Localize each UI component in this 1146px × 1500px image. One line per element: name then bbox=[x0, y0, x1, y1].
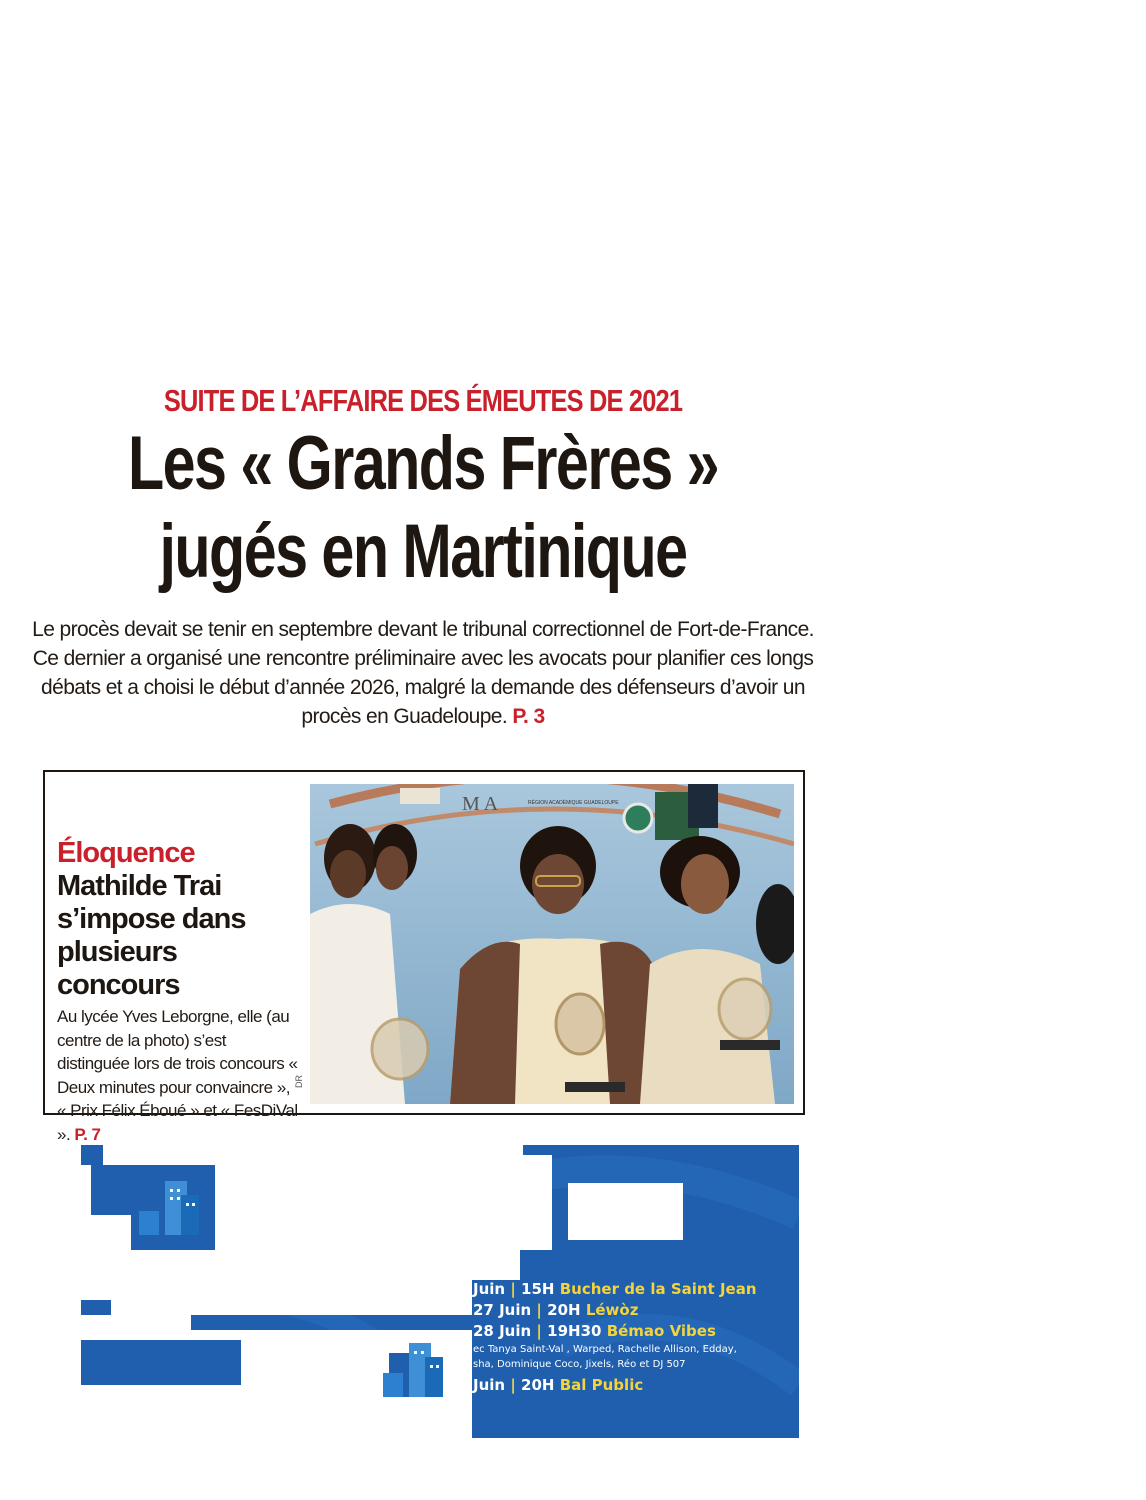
photo-sign-text: RÉGION ACADÉMIQUE GUADELOUPE bbox=[528, 800, 619, 806]
lede-page-ref[interactable]: P. 3 bbox=[512, 705, 545, 728]
schedule-row-1: Juin | 15H Bucher de la Saint Jean bbox=[473, 1280, 757, 1298]
lede-text: Le procès devait se tenir en septembre devant le tribunal correctionnel de Fort-de-France. Ce dernier a organisé une rencontre préliminaire avec les avocats pour planifier ces longs débats et a choisi le début d’année 2026, malgré la demande des défenseurs d’avoir un procès en Guadeloupe. bbox=[32, 618, 814, 728]
row-date: Juin bbox=[473, 1280, 506, 1298]
schedule-row-4: Juin | 20H Bal Public bbox=[473, 1376, 644, 1394]
teaser-title-accent: Éloquence bbox=[57, 837, 195, 869]
teaser-title bbox=[57, 837, 302, 1002]
kicker: SUITE DE L’AFFAIRE DES ÉMEUTES DE 2021 bbox=[163, 383, 683, 418]
row-time: 15H bbox=[521, 1280, 555, 1298]
teaser-body bbox=[57, 1005, 302, 1146]
row-time: 20H bbox=[521, 1376, 555, 1394]
guests-line-2: sha, Dominique Coco, Jixels, Réo et DJ 507 bbox=[473, 1359, 686, 1370]
svg-text:M A: M A bbox=[462, 793, 499, 815]
row-event: Léwòz bbox=[585, 1301, 639, 1319]
row-date: 28 Juin bbox=[473, 1322, 532, 1340]
event-schedule bbox=[473, 1279, 793, 1396]
headline-line-1: Les « Grands Frères » bbox=[127, 421, 718, 506]
teaser-photo[interactable] bbox=[310, 784, 794, 1104]
row-time: 19H30 bbox=[547, 1322, 602, 1340]
row-event: Bémao Vibes bbox=[606, 1322, 716, 1340]
schedule-row-3: 28 Juin | 19H30 Bémao Vibes bbox=[473, 1322, 716, 1340]
teaser-page-ref[interactable]: P. 7 bbox=[74, 1124, 101, 1144]
building-icon-2 bbox=[381, 1333, 451, 1399]
building-icon bbox=[137, 1171, 207, 1237]
lede bbox=[30, 615, 816, 731]
teaser-photo-illustration bbox=[310, 784, 794, 1104]
headline[interactable] bbox=[93, 420, 753, 596]
teaser-text bbox=[57, 837, 302, 1146]
photo-credit: DR bbox=[294, 1075, 304, 1088]
teaser-body-text: Au lycée Yves Leborgne, elle (au centre de la photo) s’est distinguée lors de trois concours « Deux minutes pour convaincre », « Prix Félix Éboué » et « FesDiVal ». bbox=[57, 1007, 298, 1144]
row-event: Bucher de la Saint Jean bbox=[559, 1280, 757, 1298]
event-advertisement[interactable] bbox=[81, 1145, 799, 1438]
teaser-box[interactable] bbox=[43, 770, 805, 1144]
row-event: Bal Public bbox=[559, 1376, 644, 1394]
row-date: Juin bbox=[473, 1376, 506, 1394]
row-date: 27 Juin bbox=[473, 1301, 532, 1319]
row-time: 20H bbox=[547, 1301, 581, 1319]
teaser-title-rest: Mathilde Trai s’impose dans plusieurs concours bbox=[57, 870, 246, 1001]
schedule-row-2: 27 Juin | 20H Léwòz bbox=[473, 1301, 639, 1319]
headline-line-2: jugés en Martinique bbox=[159, 509, 687, 594]
guests-line-1: ec Tanya Saint-Val , Warped, Rachelle Allison, Edday, bbox=[473, 1344, 737, 1355]
